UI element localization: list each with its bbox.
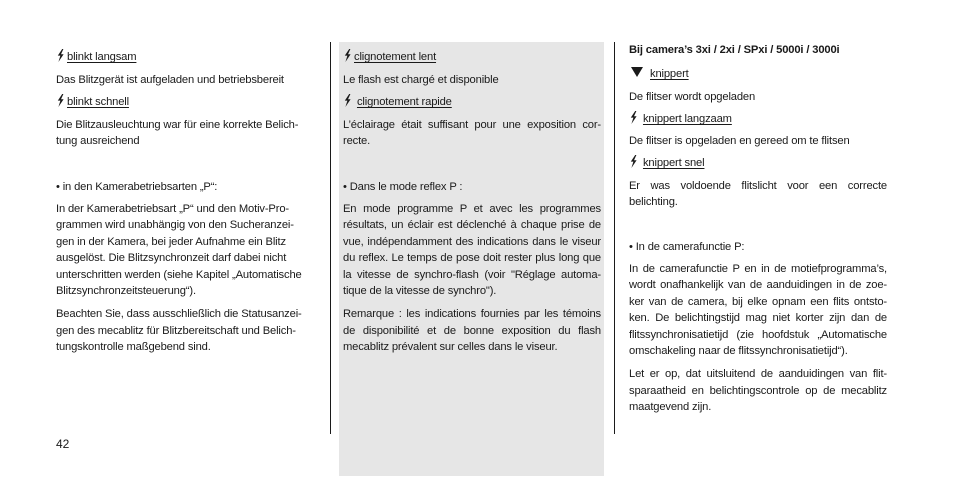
exposure-text-line: L’éclairage était suffisant pour une exposition cor- <box>343 119 601 131</box>
charged-text: De flitser is opgeladen en gereed om te flitsen <box>629 135 850 147</box>
paragraph-line: mecablitz prévalent sur celles dans le viseur. <box>343 341 558 353</box>
blinkt-langsam-label: blinkt langsam <box>67 51 137 63</box>
paragraph-line: grammen wird unabhängig von den Sucheranzei- <box>56 219 294 231</box>
column-divider <box>330 42 331 434</box>
paragraph-line: ker van de camera, bij elke opnam een flits ontsto- <box>629 296 887 308</box>
blinkt-langsam-row <box>56 49 136 66</box>
loading-text: De flitser wordt opgeladen <box>629 91 756 103</box>
paragraph-line: résultats, un éclair est déclenché à chaque prise de <box>343 219 601 231</box>
knippert-langzaam-row <box>629 111 732 128</box>
flash-icon <box>629 111 638 124</box>
bullet-heading: • Dans le mode reflex P : <box>343 181 463 193</box>
exposure-text-line: tung ausreichend <box>56 135 140 147</box>
exposure-text-line: Die Blitzausleuchtung war für eine korrekte Belich- <box>56 119 299 131</box>
paragraph-line: de disponibilité et de bonne exposition du flash <box>343 325 601 337</box>
blinkt-schnell-row <box>56 94 129 111</box>
exposure-text-line: Er was voldoende flitslicht voor een correcte <box>629 180 887 192</box>
paragraph-line: Remarque : les indications fournies par les témoins <box>343 308 601 320</box>
flash-icon <box>629 155 638 168</box>
flash-icon <box>56 49 65 62</box>
page-number: 42 <box>56 437 70 451</box>
column-divider <box>614 42 615 434</box>
paragraph-line: vue, indépendamment des indications dans le viseur <box>343 236 601 248</box>
knippert-snel-label: knippert snel <box>642 157 705 169</box>
blinkt-schnell-label: blinkt schnell <box>67 96 129 108</box>
knippert-row <box>629 66 689 83</box>
clignotement-lent-label: clignotement lent <box>354 51 437 63</box>
flash-icon <box>343 49 352 62</box>
flash-icon <box>343 94 352 107</box>
exposure-text-line: belichting. <box>629 196 678 208</box>
knippert-label: knippert <box>650 68 689 80</box>
paragraph-line: ausgelöst. Die Blitzsynchronzeit darf dabei nicht <box>56 252 287 264</box>
paragraph-line: In de camerafunctie P en in de motiefprogramma’s, <box>629 263 887 275</box>
paragraph-line: ken. De belichtingstijd mag niet korter zijn dan de <box>629 312 887 324</box>
paragraph-line: Blitzsynchronzeitsteuerung“). <box>56 285 196 297</box>
charged-text: Das Blitzgerät ist aufgeladen und betriebsbereit <box>56 74 284 86</box>
french-column <box>339 42 604 476</box>
paragraph-line: la vitesse de synchro-flash (voir "Réglage automa- <box>343 269 601 281</box>
paragraph-line: flitssynchronisatietijd (zie hoofdstuk „Automatische <box>629 329 887 341</box>
paragraph-line: En mode programme P et avec les programmes <box>343 203 601 215</box>
paragraph-line: In der Kamerabetriebsart „P“ und den Motiv-Pro- <box>56 203 289 215</box>
clignotement-lent-row <box>343 49 436 66</box>
triangle-down-icon <box>631 67 643 77</box>
knippert-langzaam-label: knippert langzaam <box>642 113 732 125</box>
clignotement-rapide-label: clignotement rapide <box>356 96 452 108</box>
paragraph-line: maatgevend zijn. <box>629 401 712 413</box>
paragraph-line: gen des mecablitz für Blitzbereitschaft und Belich- <box>56 325 296 337</box>
paragraph-line: sparaatheid en belichtingscontrole op de mecablitz <box>629 385 887 397</box>
paragraph-line: tungskontrolle maßgebend sind. <box>56 341 211 353</box>
paragraph-line: wordt onafhankelijk van de aanduidingen in de zoe- <box>629 279 887 291</box>
bullet-heading: • In de camerafunctie P: <box>629 241 745 253</box>
camera-heading: Bij camera’s 3xi / 2xi / SPxi / 5000i / 3000i <box>629 44 840 56</box>
paragraph-line: Beachten Sie, dass ausschließlich die Statusanzei- <box>56 308 302 320</box>
clignotement-rapide-row <box>343 94 452 111</box>
paragraph-line: omschakeling naar de flitssynchronisatietijd“). <box>629 345 848 357</box>
paragraph-line: Let er op, dat uitsluitend de aanduidingen van flit- <box>629 368 887 380</box>
bullet-heading: • in den Kamerabetriebsarten „P“: <box>56 181 218 193</box>
paragraph-line: gen in der Kamera, bei jeder Aufnahme ein Blitz <box>56 236 286 248</box>
paragraph-line: unterschritten werden (siehe Kapitel „Automatische <box>56 269 302 281</box>
exposure-text-line: recte. <box>343 135 371 147</box>
flash-icon <box>56 94 65 107</box>
paragraph-line: du reflex. Le temps de pose doit rester plus long que <box>343 252 601 264</box>
paragraph-line: tique de la vitesse de synchro"). <box>343 285 497 297</box>
charged-text: Le flash est chargé et disponible <box>343 74 499 86</box>
knippert-snel-row <box>629 155 704 172</box>
